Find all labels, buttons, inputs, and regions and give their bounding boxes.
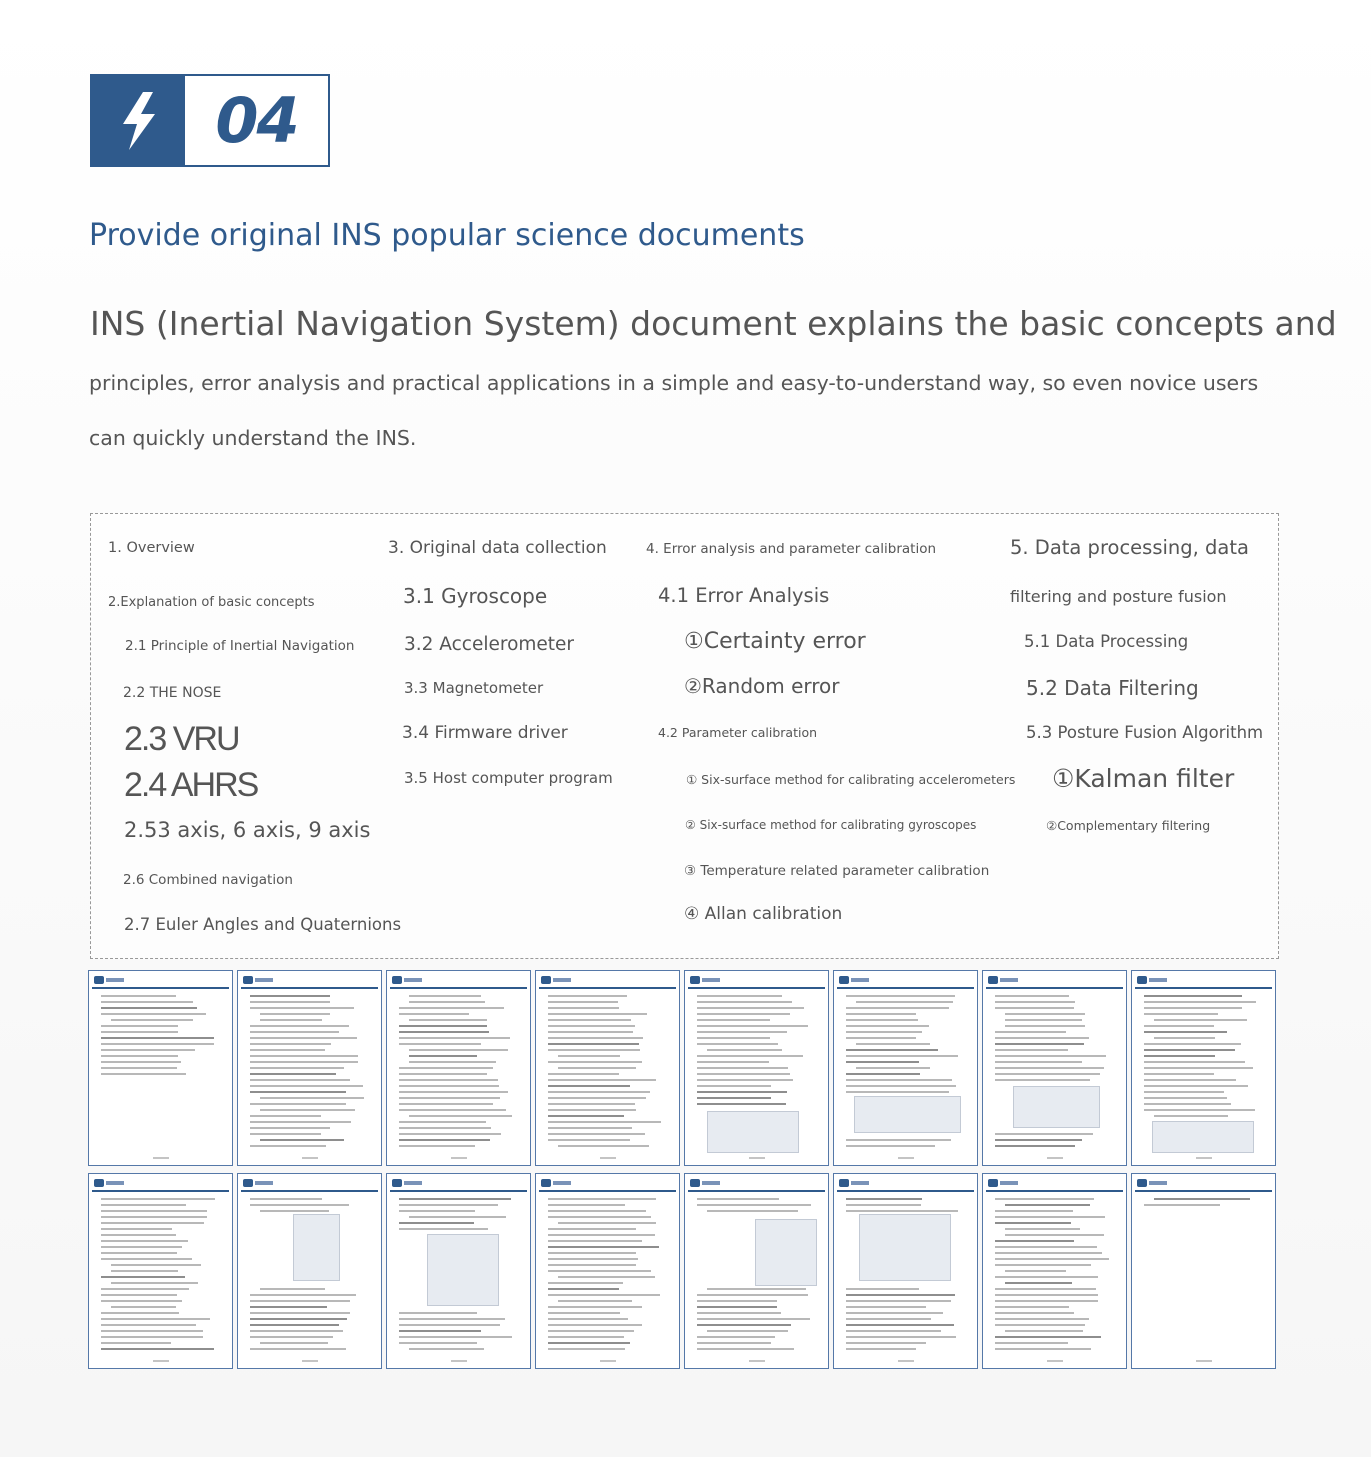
toc-item-random-error: ②Random error — [684, 674, 840, 698]
toc-item-allan-calibration: ④ Allan calibration — [684, 904, 843, 924]
toc-item-basic-concepts: 2.Explanation of basic concepts — [108, 595, 315, 610]
toc-item-overview: 1. Overview — [108, 540, 195, 556]
document-page-thumbnail — [237, 1173, 382, 1369]
document-page-thumbnail — [684, 1173, 829, 1369]
toc-item-euler-angles: 2.7 Euler Angles and Quaternions — [124, 915, 402, 934]
document-page-thumbnail — [982, 970, 1127, 1166]
toc-item-kalman-filter: ①Kalman filter — [1052, 764, 1235, 793]
section-badge — [90, 74, 330, 167]
toc-item-posture-fusion: 5.3 Posture Fusion Algorithm — [1026, 723, 1264, 742]
toc-item-magnetometer: 3.3 Magnetometer — [404, 679, 544, 697]
toc-item-certainty-error: ①Certainty error — [684, 629, 866, 654]
toc-item-firmware-driver: 3.4 Firmware driver — [402, 723, 568, 743]
document-page-thumbnail — [982, 1173, 1127, 1369]
toc-item-data-collection: 3. Original data collection — [388, 538, 607, 558]
document-page-thumbnail — [1131, 1173, 1276, 1369]
thumbnail-row-2 — [88, 1173, 1280, 1371]
toc-item-principle: 2.1 Principle of Inertial Navigation — [125, 638, 355, 654]
document-page-thumbnail — [833, 970, 978, 1166]
intro-line-3: can quickly understand the INS. — [89, 426, 417, 450]
toc-item-complementary-filtering: ②Complementary filtering — [1046, 818, 1211, 833]
toc-item-error-analysis: 4.1 Error Analysis — [658, 584, 830, 607]
intro-line-1: INS (Inertial Navigation System) document explains the basic concepts and — [90, 304, 1337, 343]
toc-item-data-filtering: 5.2 Data Filtering — [1026, 676, 1199, 700]
section-heading: Provide original INS popular science documents — [89, 218, 805, 253]
toc-item-six-surface-accel: ① Six-surface method for calibrating accelerometers — [686, 772, 1016, 787]
toc-item-gyroscope: 3.1 Gyroscope — [403, 584, 548, 608]
toc-item-error-analysis-calibration: 4. Error analysis and parameter calibration — [646, 541, 937, 557]
toc-item-temperature-calibration: ③ Temperature related parameter calibration — [684, 863, 990, 879]
toc-item-six-surface-gyro: ② Six-surface method for calibrating gyroscopes — [685, 818, 977, 832]
toc-item-combined-navigation: 2.6 Combined navigation — [123, 872, 293, 888]
toc-item-data-processing-title: 5. Data processing, data — [1010, 536, 1249, 559]
intro-line-2: principles, error analysis and practical applications in a simple and easy-to-understand way, so even novice users — [89, 371, 1259, 395]
toc-item-vru: 2.3 VRU — [124, 720, 239, 758]
document-page-thumbnail — [88, 1173, 233, 1369]
section-number: 04 — [215, 84, 298, 157]
toc-item-parameter-calibration: 4.2 Parameter calibration — [658, 725, 818, 740]
toc-item-posture-fusion-title: filtering and posture fusion — [1010, 587, 1227, 606]
document-page-thumbnail — [386, 1173, 531, 1369]
document-page-thumbnail — [535, 1173, 680, 1369]
toc-item-ahrs: 2.4 AHRS — [124, 766, 258, 804]
toc-item-accelerometer: 3.2 Accelerometer — [404, 634, 575, 655]
document-page-thumbnail — [684, 970, 829, 1166]
toc-item-host-program: 3.5 Host computer program — [404, 769, 613, 787]
lightning-bolt-icon — [92, 76, 185, 165]
document-page-thumbnail — [833, 1173, 978, 1369]
toc-item-axis: 2.53 axis, 6 axis, 9 axis — [124, 818, 371, 842]
document-page-thumbnail — [535, 970, 680, 1166]
thumbnail-row-1 — [88, 970, 1280, 1168]
document-page-thumbnail — [88, 970, 233, 1166]
document-page-thumbnail — [1131, 970, 1276, 1166]
toc-item-nose: 2.2 THE NOSE — [123, 685, 222, 701]
toc-item-data-processing: 5.1 Data Processing — [1024, 632, 1189, 651]
document-page-thumbnail — [237, 970, 382, 1166]
document-page-thumbnail — [386, 970, 531, 1166]
